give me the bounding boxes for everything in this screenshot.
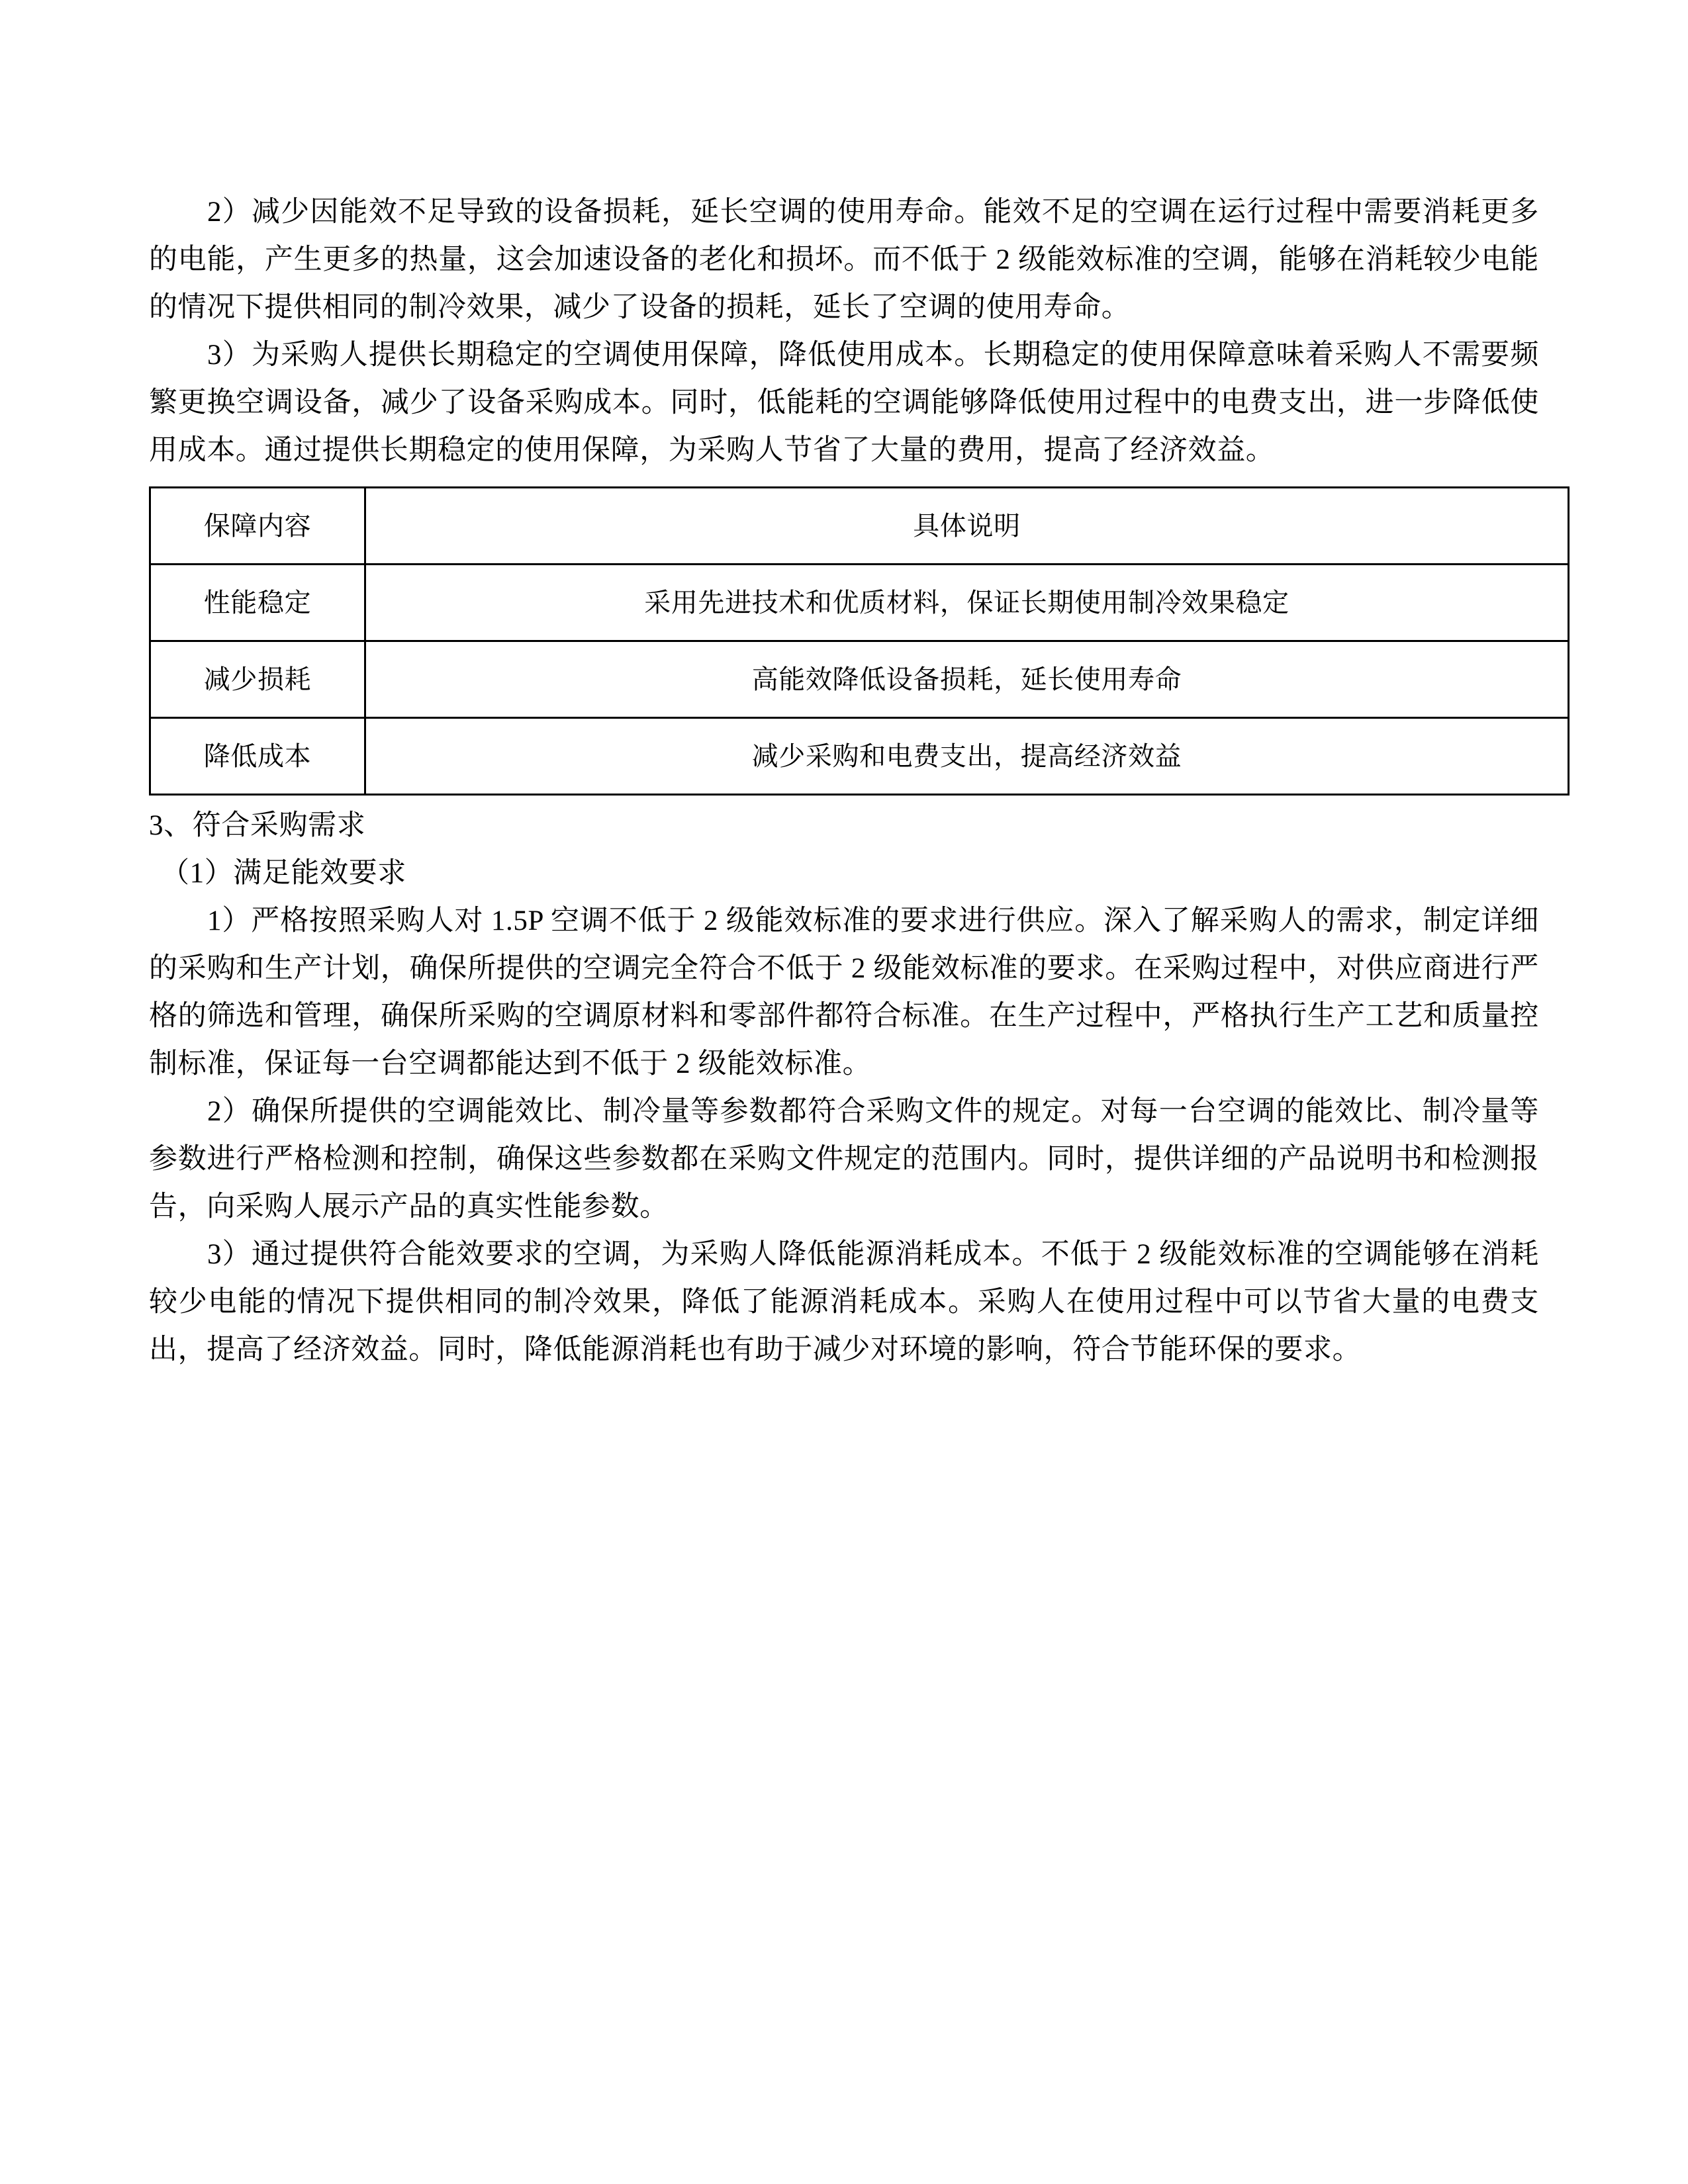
table-cell-label: 降低成本 [150,718,365,795]
page-content [149,189,1539,1374]
paragraph-energy-cost-reduction: 3）通过提供符合能效要求的空调，为采购人降低能源消耗成本。不低于 2 级能效标准的空调能够在消耗较少电能的情况下提供相同的制冷效果，降低了能源消耗成本。采购人在使用过程中可以节省大量的电费支出，提高了经济效益。同时，降低能源消耗也有助于减少对环境的影响，符合节能环保的要求。 [149,1239,1539,1365]
section-heading: 3、符合采购需求 [149,810,366,841]
table-cell-label: 减少损耗 [150,641,365,718]
table-header-row [150,488,1569,565]
guarantee-table [149,486,1570,796]
spacer-before-table [149,475,1539,486]
table-row [150,718,1569,795]
table-cell-description: 减少采购和电费支出，提高经济效益 [365,718,1569,795]
table-header-cell-description: 具体说明 [365,488,1569,565]
table-row [150,641,1569,718]
table-cell-description: 采用先进技术和优质材料，保证长期使用制冷效果稳定 [365,565,1569,641]
subsection-heading: （1）满足能效要求 [161,858,406,889]
spacer-after-table [149,796,1539,802]
paragraph-parameter-compliance: 2）确保所提供的空调能效比、制冷量等参数都符合采购文件的规定。对每一台空调的能效比、制冷量等参数进行严格检测和控制，确保这些参数都在采购文件规定的范围内。同时，提供详细的产品说明书和检测报告，向采购人展示产品的真实性能参数。 [149,1096,1539,1222]
paragraph-long-term-guarantee: 3）为采购人提供长期稳定的空调使用保障，降低使用成本。长期稳定的使用保障意味着采购人不需要频繁更换空调设备，减少了设备采购成本。同时，低能耗的空调能够降低使用过程中的电费支出，进一步降低使用成本。通过提供长期稳定的使用保障，为采购人节省了大量的费用，提高了经济效益。 [149,340,1539,466]
table-row [150,565,1569,641]
paragraph-reduce-loss: 2）减少因能效不足导致的设备损耗，延长空调的使用寿命。能效不足的空调在运行过程中需要消耗更多的电能，产生更多的热量，这会加速设备的老化和损坏。而不低于 2 级能效标准的空调，能够在消耗较少电能的情况下提供相同的制冷效果，减少了设备的损耗，延长了空调的使用寿命。 [149,197,1539,323]
table-header-cell-content: 保障内容 [150,488,365,565]
table-cell-label: 性能稳定 [150,565,365,641]
paragraph-efficiency-supply: 1）严格按照采购人对 1.5P 空调不低于 2 级能效标准的要求进行供应。深入了解采购人的需求，制定详细的采购和生产计划，确保所提供的空调完全符合不低于 2 级能效标准的要求。在采购过程中，对供应商进行严格的筛选和管理，确保所采购的空调原材料和零部件都符合标准。在生产过程中，严格执行生产工艺和质量控制标准，保证每一台空调都能达到不低于 2 级能效标准。 [149,905,1539,1079]
table-cell-description: 高能效降低设备损耗，延长使用寿命 [365,641,1569,718]
